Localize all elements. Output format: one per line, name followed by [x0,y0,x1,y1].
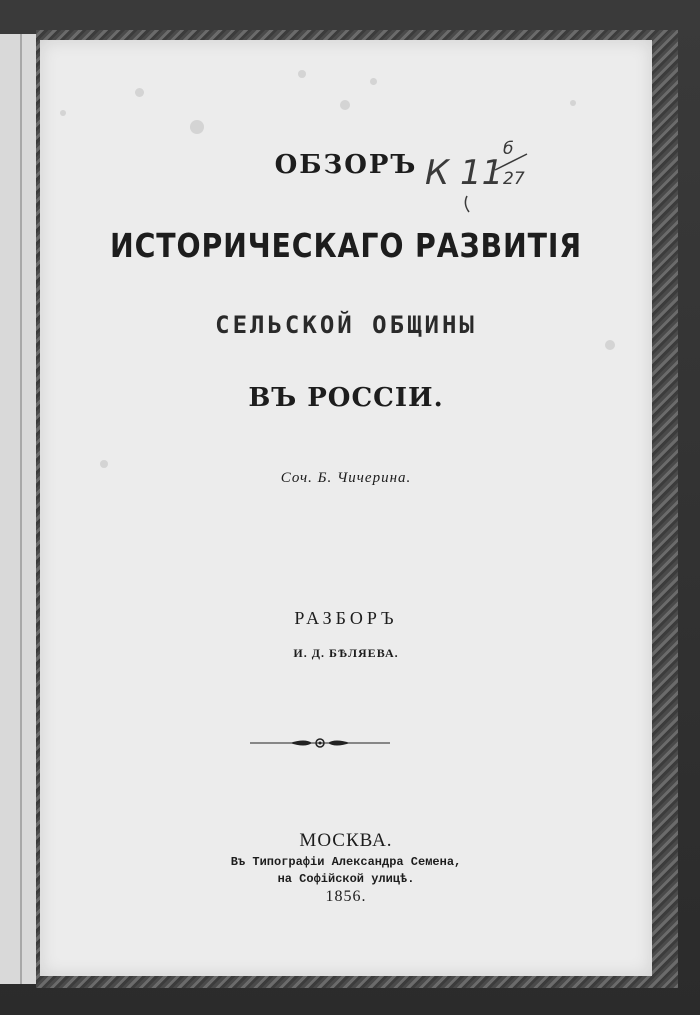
title-line-3: СЕЛЬСКОЙ ОБЩИНЫ [215,311,477,339]
shelfmark-fraction-bottom: 27 [503,169,525,189]
reviewer-name: И. Д. БѢЛЯЕВА. [293,646,399,660]
shelfmark-main: К 11 [425,153,504,193]
foxing-spot [100,460,108,468]
foxing-spot [298,70,306,78]
foxing-spot [135,88,144,97]
title-line-1: ОБЗОРЪ [274,150,418,180]
foxing-spot [570,100,576,106]
foxing-spot [605,340,615,350]
title-line-4: ВЪ РОССІИ. [248,383,444,413]
page-fold [20,34,22,984]
title-page [40,40,652,976]
imprint-year: 1856. [325,888,367,905]
author-line: Соч. Б. Чичерина. [280,470,412,486]
foxing-spot [370,78,377,85]
title-line-2: ИСТОРИЧЕСКАГО РАЗВИТІЯ [109,226,583,265]
imprint-street: на Софійской улицѣ. [277,872,415,886]
imprint-printer: Въ Типографіи Александра Семена, [230,855,462,869]
foxing-spot [60,110,66,116]
handwritten-shelfmark [423,126,533,216]
ornament-divider [250,736,390,750]
foxing-spot [190,120,204,134]
imprint-city: МОСКВА. [299,830,393,851]
review-label: РАЗБОРЪ [294,608,398,628]
shelfmark-fraction-top: б [503,139,514,159]
foxing-spot [340,100,350,110]
